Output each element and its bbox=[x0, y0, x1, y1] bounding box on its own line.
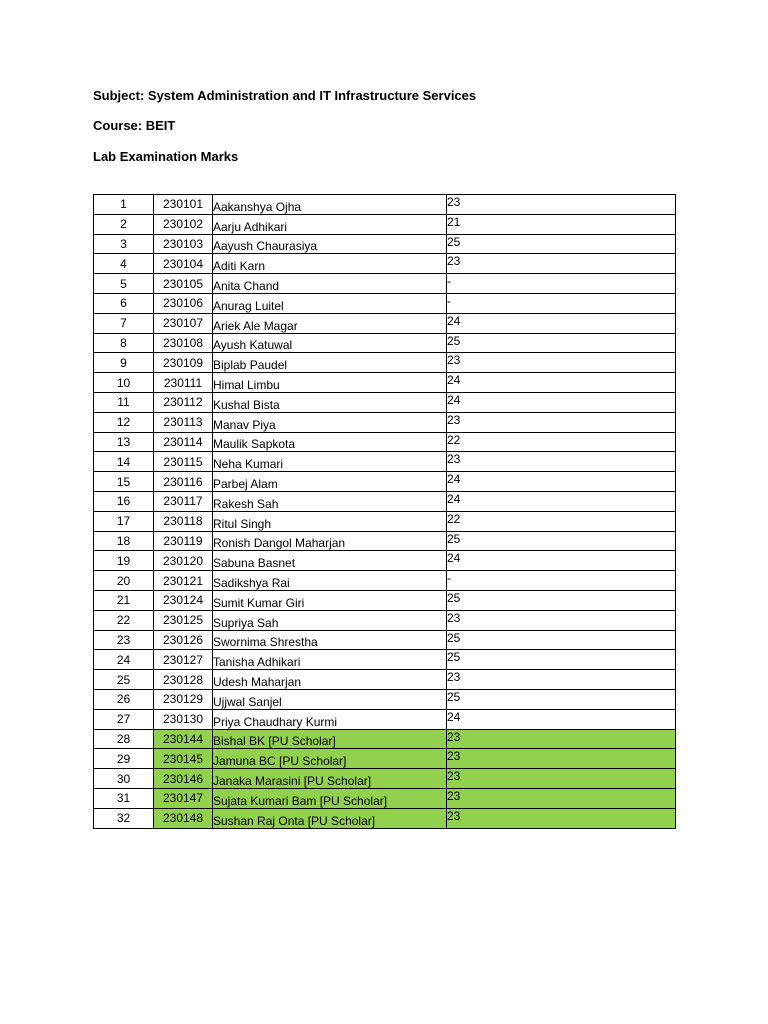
table-row bbox=[94, 452, 676, 472]
marks-cell: 25 bbox=[447, 650, 676, 670]
table-row bbox=[94, 214, 676, 234]
marks-cell: 23 bbox=[447, 412, 676, 432]
table-row bbox=[94, 531, 676, 551]
serial-number-cell: 14 bbox=[94, 452, 154, 472]
serial-number-cell: 31 bbox=[94, 788, 154, 808]
marks-cell: 25 bbox=[447, 333, 676, 353]
student-name-cell: Supriya Sah bbox=[213, 610, 447, 630]
document-title: Lab Examination Marks bbox=[93, 149, 239, 164]
table-row bbox=[94, 432, 676, 452]
table-row bbox=[94, 373, 676, 393]
marks-cell: 23 bbox=[447, 749, 676, 769]
table-row bbox=[94, 313, 676, 333]
serial-number-cell: 3 bbox=[94, 234, 154, 254]
table-row bbox=[94, 788, 676, 808]
student-name-cell: Ritul Singh bbox=[213, 511, 447, 531]
serial-number-cell: 15 bbox=[94, 472, 154, 492]
serial-number-cell: 25 bbox=[94, 670, 154, 690]
table-row bbox=[94, 392, 676, 412]
table-row bbox=[94, 670, 676, 690]
table-row bbox=[94, 729, 676, 749]
serial-number-cell: 4 bbox=[94, 254, 154, 274]
roll-number-cell: 230113 bbox=[154, 412, 213, 432]
table-row bbox=[94, 472, 676, 492]
student-name-cell: Sadikshya Rai bbox=[213, 571, 447, 591]
table-row bbox=[94, 511, 676, 531]
student-name-cell: Maulik Sapkota bbox=[213, 432, 447, 452]
roll-number-cell: 230104 bbox=[154, 254, 213, 274]
table-row bbox=[94, 274, 676, 294]
table-row bbox=[94, 749, 676, 769]
marks-cell: 23 bbox=[447, 808, 676, 828]
table-row bbox=[94, 412, 676, 432]
table-row bbox=[94, 769, 676, 789]
serial-number-cell: 11 bbox=[94, 392, 154, 412]
marks-cell: 24 bbox=[447, 709, 676, 729]
roll-number-cell: 230118 bbox=[154, 511, 213, 531]
marks-cell: 24 bbox=[447, 472, 676, 492]
marks-cell: 23 bbox=[447, 769, 676, 789]
marks-cell: 24 bbox=[447, 551, 676, 571]
roll-number-cell: 230128 bbox=[154, 670, 213, 690]
table-row bbox=[94, 630, 676, 650]
student-name-cell: Sumit Kumar Giri bbox=[213, 590, 447, 610]
table-row bbox=[94, 590, 676, 610]
roll-number-cell: 230130 bbox=[154, 709, 213, 729]
table-row bbox=[94, 234, 676, 254]
marks-cell: 23 bbox=[447, 254, 676, 274]
marks-cell: 23 bbox=[447, 729, 676, 749]
roll-number-cell: 230116 bbox=[154, 472, 213, 492]
table-row bbox=[94, 333, 676, 353]
student-name-cell: Manav Piya bbox=[213, 412, 447, 432]
marks-cell: - bbox=[447, 274, 676, 294]
marks-cell: 23 bbox=[447, 353, 676, 373]
serial-number-cell: 20 bbox=[94, 571, 154, 591]
student-name-cell: Aditi Karn bbox=[213, 254, 447, 274]
table-row bbox=[94, 610, 676, 630]
student-name-cell: Priya Chaudhary Kurmi bbox=[213, 709, 447, 729]
serial-number-cell: 22 bbox=[94, 610, 154, 630]
marks-cell: 23 bbox=[447, 452, 676, 472]
serial-number-cell: 9 bbox=[94, 353, 154, 373]
student-name-cell: Kushal Bista bbox=[213, 392, 447, 412]
serial-number-cell: 10 bbox=[94, 373, 154, 393]
student-name-cell: Neha Kumari bbox=[213, 452, 447, 472]
marks-cell: 21 bbox=[447, 214, 676, 234]
serial-number-cell: 12 bbox=[94, 412, 154, 432]
table-row bbox=[94, 689, 676, 709]
marks-cell: 22 bbox=[447, 511, 676, 531]
table-row bbox=[94, 353, 676, 373]
roll-number-cell: 230126 bbox=[154, 630, 213, 650]
table-row bbox=[94, 709, 676, 729]
serial-number-cell: 2 bbox=[94, 214, 154, 234]
roll-number-cell: 230107 bbox=[154, 313, 213, 333]
table-row bbox=[94, 254, 676, 274]
serial-number-cell: 13 bbox=[94, 432, 154, 452]
table-row bbox=[94, 491, 676, 511]
marks-cell: 23 bbox=[447, 670, 676, 690]
student-name-cell: Sujata Kumari Bam [PU Scholar] bbox=[213, 788, 447, 808]
serial-number-cell: 26 bbox=[94, 689, 154, 709]
marks-cell: 24 bbox=[447, 313, 676, 333]
roll-number-cell: 230106 bbox=[154, 293, 213, 313]
table-row bbox=[94, 808, 676, 828]
roll-number-cell: 230125 bbox=[154, 610, 213, 630]
serial-number-cell: 23 bbox=[94, 630, 154, 650]
serial-number-cell: 24 bbox=[94, 650, 154, 670]
marks-cell: 24 bbox=[447, 373, 676, 393]
marks-cell: 25 bbox=[447, 234, 676, 254]
roll-number-cell: 230101 bbox=[154, 195, 213, 215]
student-name-cell: Swornima Shrestha bbox=[213, 630, 447, 650]
serial-number-cell: 30 bbox=[94, 769, 154, 789]
marks-cell: 23 bbox=[447, 610, 676, 630]
marks-cell: - bbox=[447, 571, 676, 591]
roll-number-cell: 230115 bbox=[154, 452, 213, 472]
roll-number-cell: 230114 bbox=[154, 432, 213, 452]
serial-number-cell: 19 bbox=[94, 551, 154, 571]
table-row bbox=[94, 650, 676, 670]
marks-cell: 22 bbox=[447, 432, 676, 452]
roll-number-cell: 230109 bbox=[154, 353, 213, 373]
student-name-cell: Anurag Luitel bbox=[213, 293, 447, 313]
serial-number-cell: 8 bbox=[94, 333, 154, 353]
student-name-cell: Rakesh Sah bbox=[213, 491, 447, 511]
marks-cell: 24 bbox=[447, 491, 676, 511]
marks-cell: 23 bbox=[447, 788, 676, 808]
student-name-cell: Tanisha Adhikari bbox=[213, 650, 447, 670]
marks-cell: 25 bbox=[447, 590, 676, 610]
serial-number-cell: 16 bbox=[94, 491, 154, 511]
roll-number-cell: 230129 bbox=[154, 689, 213, 709]
roll-number-cell: 230108 bbox=[154, 333, 213, 353]
table-row bbox=[94, 293, 676, 313]
roll-number-cell: 230124 bbox=[154, 590, 213, 610]
student-name-cell: Ayush Katuwal bbox=[213, 333, 447, 353]
serial-number-cell: 7 bbox=[94, 313, 154, 333]
student-name-cell: Janaka Marasini [PU Scholar] bbox=[213, 769, 447, 789]
marks-cell: 25 bbox=[447, 630, 676, 650]
serial-number-cell: 17 bbox=[94, 511, 154, 531]
table-row bbox=[94, 195, 676, 215]
serial-number-cell: 21 bbox=[94, 590, 154, 610]
table-row bbox=[94, 551, 676, 571]
student-name-cell: Parbej Alam bbox=[213, 472, 447, 492]
roll-number-cell: 230112 bbox=[154, 392, 213, 412]
serial-number-cell: 1 bbox=[94, 195, 154, 215]
roll-number-cell: 230111 bbox=[154, 373, 213, 393]
student-name-cell: Aakanshya Ojha bbox=[213, 195, 447, 215]
student-name-cell: Ronish Dangol Maharjan bbox=[213, 531, 447, 551]
serial-number-cell: 6 bbox=[94, 293, 154, 313]
serial-number-cell: 27 bbox=[94, 709, 154, 729]
table-row bbox=[94, 571, 676, 591]
roll-number-cell: 230127 bbox=[154, 650, 213, 670]
student-name-cell: Ariek Ale Magar bbox=[213, 313, 447, 333]
roll-number-cell: 230144 bbox=[154, 729, 213, 749]
course-heading: Course: BEIT bbox=[93, 118, 176, 133]
serial-number-cell: 29 bbox=[94, 749, 154, 769]
student-name-cell: Jamuna BC [PU Scholar] bbox=[213, 749, 447, 769]
serial-number-cell: 28 bbox=[94, 729, 154, 749]
roll-number-cell: 230102 bbox=[154, 214, 213, 234]
student-name-cell: Biplab Paudel bbox=[213, 353, 447, 373]
student-name-cell: Udesh Maharjan bbox=[213, 670, 447, 690]
serial-number-cell: 5 bbox=[94, 274, 154, 294]
roll-number-cell: 230117 bbox=[154, 491, 213, 511]
marks-cell: - bbox=[447, 293, 676, 313]
roll-number-cell: 230121 bbox=[154, 571, 213, 591]
marks-table bbox=[93, 194, 676, 829]
roll-number-cell: 230120 bbox=[154, 551, 213, 571]
roll-number-cell: 230145 bbox=[154, 749, 213, 769]
student-name-cell: Anita Chand bbox=[213, 274, 447, 294]
student-name-cell: Sushan Raj Onta [PU Scholar] bbox=[213, 808, 447, 828]
student-name-cell: Aayush Chaurasiya bbox=[213, 234, 447, 254]
roll-number-cell: 230146 bbox=[154, 769, 213, 789]
student-name-cell: Himal Limbu bbox=[213, 373, 447, 393]
marks-cell: 25 bbox=[447, 531, 676, 551]
serial-number-cell: 18 bbox=[94, 531, 154, 551]
marks-table-body bbox=[94, 195, 676, 829]
roll-number-cell: 230148 bbox=[154, 808, 213, 828]
student-name-cell: Bishal BK [PU Scholar] bbox=[213, 729, 447, 749]
marks-cell: 23 bbox=[447, 195, 676, 215]
marks-cell: 25 bbox=[447, 689, 676, 709]
student-name-cell: Aarju Adhikari bbox=[213, 214, 447, 234]
subject-heading: Subject: System Administration and IT Infrastructure Services bbox=[93, 88, 477, 103]
serial-number-cell: 32 bbox=[94, 808, 154, 828]
roll-number-cell: 230147 bbox=[154, 788, 213, 808]
marks-cell: 24 bbox=[447, 392, 676, 412]
roll-number-cell: 230105 bbox=[154, 274, 213, 294]
student-name-cell: Ujjwal Sanjel bbox=[213, 689, 447, 709]
student-name-cell: Sabuna Basnet bbox=[213, 551, 447, 571]
roll-number-cell: 230103 bbox=[154, 234, 213, 254]
roll-number-cell: 230119 bbox=[154, 531, 213, 551]
